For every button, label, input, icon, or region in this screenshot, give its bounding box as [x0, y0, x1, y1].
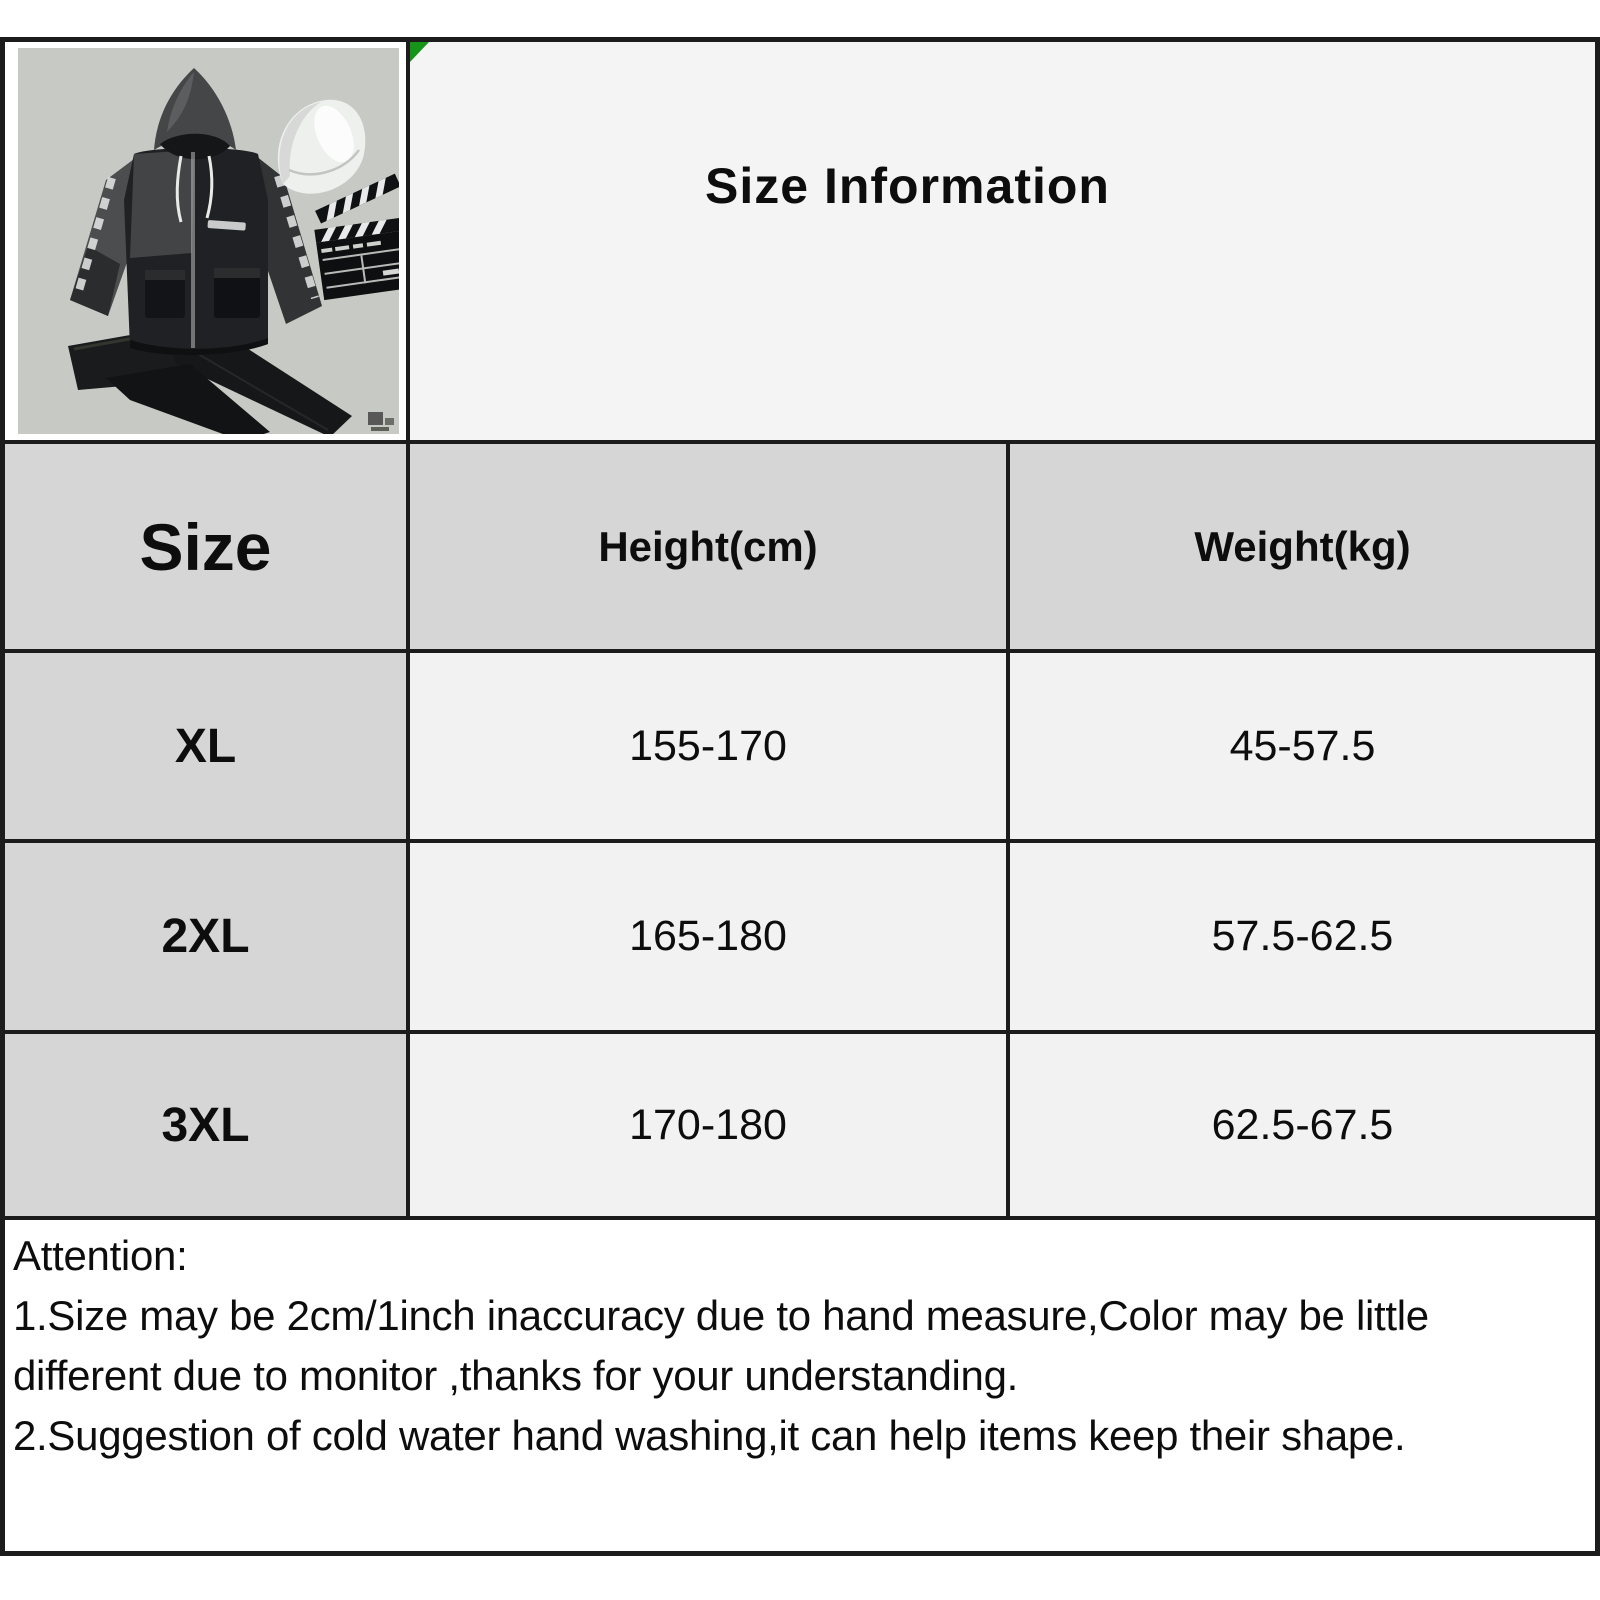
attention-section	[5, 1220, 1595, 1551]
col-header-weight: Weight(kg)	[1010, 444, 1595, 649]
size-chart-table	[0, 37, 1600, 1556]
attention-heading: Attention:	[13, 1232, 188, 1279]
page-title: Size Information	[705, 158, 1110, 214]
row-2xl-size: 2XL	[5, 843, 406, 1030]
row-xl-size: XL	[5, 653, 406, 839]
row-2xl-weight: 57.5-62.5	[1010, 843, 1595, 1030]
row-3xl-weight: 62.5-67.5	[1010, 1034, 1595, 1216]
title-cell	[410, 42, 1595, 440]
attention-note-1: 1.Size may be 2cm/1inch inaccuracy due to hand measure,Color may be little different due to monitor ,thanks for your understanding.	[13, 1292, 1429, 1399]
col-header-height: Height(cm)	[410, 444, 1006, 649]
row-3xl-height: 170-180	[410, 1034, 1006, 1216]
row-2xl-height: 165-180	[410, 843, 1006, 1030]
row-xl-height: 155-170	[410, 653, 1006, 839]
product-photo	[18, 48, 399, 434]
row-xl-weight: 45-57.5	[1010, 653, 1595, 839]
row-3xl-size: 3XL	[5, 1034, 406, 1216]
product-photo-cell	[5, 42, 406, 440]
attention-note-2: 2.Suggestion of cold water hand washing,it can help items keep their shape.	[13, 1412, 1406, 1459]
col-header-size: Size	[5, 444, 406, 649]
green-corner-marker-icon	[410, 42, 429, 62]
